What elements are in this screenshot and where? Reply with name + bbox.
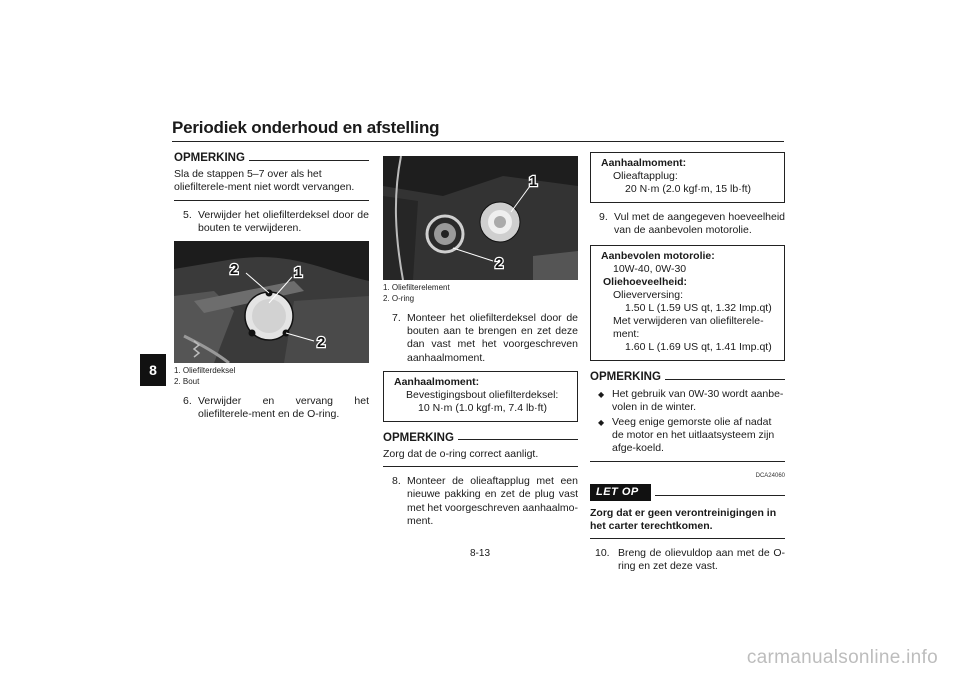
spec-line: Bevestigingsbout oliefilterdeksel:	[406, 388, 559, 401]
note-end-rule	[590, 461, 785, 462]
spec-value: 10 N·m (1.0 kgf·m, 7.4 lb·ft)	[418, 401, 547, 414]
caption-item: 1. Oliefilterdeksel	[174, 366, 236, 376]
caption-item: 1. Oliefilterelement	[383, 283, 450, 292]
step-text: Verwijder het oliefilterdeksel door de bouten te verwijderen.	[198, 208, 369, 234]
torque-spec-box	[383, 371, 578, 422]
step-number: 6.	[183, 395, 192, 408]
step-number: 5.	[183, 208, 192, 221]
torque-spec-box	[590, 152, 785, 203]
step-7	[383, 312, 578, 365]
caution-label: LET OP	[590, 484, 651, 501]
photo-label-2: 2	[495, 255, 504, 272]
photo-oil-filter-cover	[174, 241, 369, 363]
page-number: 8-13	[469, 548, 490, 559]
spec-line: Olieverversing:	[613, 289, 684, 302]
photo-label-2a: 2	[230, 261, 239, 279]
note-end-rule	[174, 200, 369, 201]
caution-heading	[590, 484, 785, 501]
note-heading	[174, 152, 369, 165]
step-text: Breng de olievuldop aan met de O-ring en zet deze vast.	[618, 547, 785, 573]
spec-value: 1.50 L (1.59 US qt, 1.32 Imp.qt)	[625, 302, 772, 315]
photo-label-1: 1	[294, 264, 303, 282]
spec-value: 20 N·m (2.0 kgf·m, 15 lb·ft)	[625, 183, 752, 195]
note-heading-label: OPMERKING	[590, 371, 661, 384]
bullet-item: ◆ Veeg enige gemorste olie af nadat de motor en het uitlaatsysteem zijn afge-koeld.	[590, 416, 785, 456]
step-8	[383, 475, 578, 528]
step-9	[590, 211, 785, 237]
caption-item: 2. Bout	[174, 377, 200, 387]
step-number: 10.	[595, 547, 610, 560]
note-text: Sla de stappen 5–7 over als het oliefilterele-ment niet wordt vervangen.	[174, 168, 355, 194]
photo-caption	[383, 282, 578, 304]
caption-item: 2. O-ring	[383, 294, 415, 303]
caution-text: Zorg dat er geen verontreinigingen in het carter terechtkomen.	[590, 507, 777, 533]
step-text: Vul met de aangegeven hoeveelheid van de aanbevolen motorolie.	[614, 211, 785, 237]
step-number: 9.	[599, 211, 608, 223]
spec-line: Met verwijderen van oliefilterele-ment:	[613, 315, 764, 341]
spec-heading: Aanbevolen motorolie:	[601, 250, 715, 263]
step-6	[174, 395, 369, 421]
oil-spec-box	[590, 245, 785, 361]
photo-oil-filter-element	[383, 156, 578, 280]
bullet-item: ◆ Het gebruik van 0W-30 wordt aanbe-volen in de winter.	[590, 388, 785, 414]
note-text: Zorg dat de o-ring correct aanligt.	[383, 448, 539, 461]
note-heading-label: OPMERKING	[383, 431, 454, 444]
step-text: Monteer het oliefilterdeksel door de bouten aan te brengen en zet deze dan vast met het voorgeschreven aanhaalmoment.	[407, 312, 578, 364]
caution-code: DCA24060	[755, 472, 785, 479]
step-text: Verwijder en vervang het oliefilterele-ment en de O-ring.	[198, 395, 369, 421]
column-3	[590, 152, 785, 579]
column-1	[174, 152, 369, 427]
spec-heading: Aanhaalmoment:	[394, 375, 480, 388]
page-title: Periodiek onderhoud en afstelling	[172, 118, 440, 137]
step-text: Monteer de olieaftapplug met een nieuwe pakking en zet de plug vast met het voorgeschreven aanhaalmo-ment.	[407, 475, 579, 527]
note-heading	[383, 432, 578, 445]
spec-line: Olieaftapplug:	[613, 170, 678, 182]
spec-line: 10W-40, 0W-30	[613, 263, 687, 276]
note-heading	[590, 371, 785, 384]
photo-caption	[174, 365, 369, 387]
header-rule	[172, 141, 784, 142]
step-number: 7.	[392, 312, 401, 324]
step-number: 8.	[392, 475, 401, 488]
caution-end-rule	[590, 538, 785, 539]
column-2	[383, 156, 578, 534]
note-bullets	[590, 388, 785, 456]
spec-subheading: Oliehoeveelheid:	[603, 276, 688, 289]
chapter-tab: 8	[140, 354, 166, 386]
photo-label-1: 1	[529, 173, 538, 190]
watermark: carmanualsonline.info	[746, 647, 938, 668]
note-heading-label: OPMERKING	[174, 152, 245, 164]
spec-value: 1.60 L (1.69 US qt, 1.41 Imp.qt)	[625, 341, 772, 354]
photo-label-2b: 2	[317, 334, 326, 352]
spec-heading: Aanhaalmoment:	[601, 157, 687, 169]
step-5	[174, 209, 369, 235]
note-end-rule	[383, 466, 578, 467]
